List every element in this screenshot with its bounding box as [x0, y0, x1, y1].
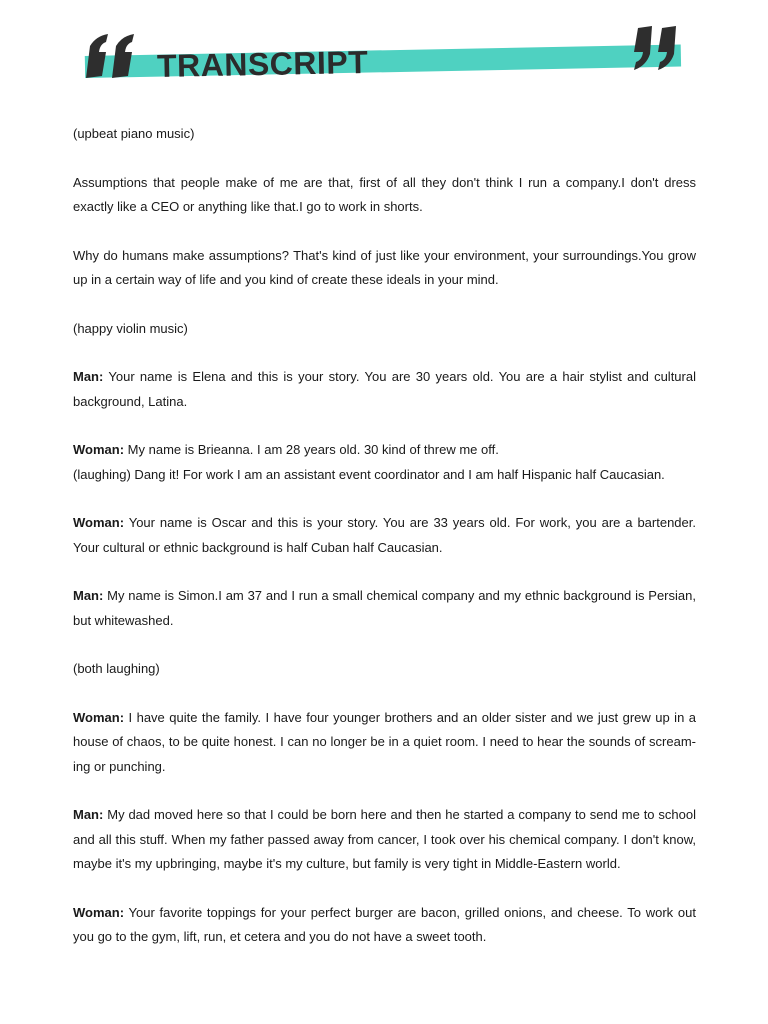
transcript-paragraph	[73, 244, 696, 293]
paragraph-text: Assumptions that people make of me are that, first of all they don't think I run a company.I don't dress exactly like a CEO or anything like that.I go to work in shorts.	[73, 174, 696, 214]
paragraph-text: Your name is Oscar and this is your story. You are 33 years old. For work, you are a bartender. Your cultural or ethnic background is half Cuban half Caucasian.	[73, 515, 696, 555]
transcript-paragraph	[73, 584, 696, 633]
speaker-label: Woman:	[73, 709, 125, 725]
open-quote-icon	[82, 28, 140, 84]
paragraph-text: Your favorite toppings for your perfect burger are bacon, grilled onions, and cheese. To work out you go to the gym, lift, run, et cetera and you do not have a sweet tooth.	[73, 904, 696, 944]
paragraph-text: Your name is Elena and this is your story. You are 30 years old. You are a hair stylist and cultural background, Latina.	[73, 369, 696, 409]
speaker-label: Woman:	[73, 904, 125, 920]
paragraph-text: My name is Brieanna. I am 28 years old. 30 kind of threw me off.	[127, 442, 499, 457]
transcript-body	[73, 122, 696, 974]
speaker-label: Man:	[73, 369, 104, 384]
transcript-paragraph	[73, 511, 696, 560]
transcript-paragraph	[73, 171, 696, 220]
speaker-label: Man:	[73, 588, 104, 603]
transcript-paragraph	[73, 706, 696, 780]
paragraph-text: My name is Simon.I am 37 and I run a small chemical company and my ethnic background is Persian, but whitewashed.	[73, 588, 696, 628]
close-quote-icon	[626, 20, 684, 80]
transcript-paragraph	[73, 122, 696, 147]
transcript-paragraph	[73, 803, 696, 877]
paragraph-text: My dad moved here so that I could be born here and then he started a company to send me to school and all this stuff. When my father passed away from cancer, I took over his chemical company. I don't know, maybe it's my upbringing, maybe it's my culture, but family is very tight in Middle-Eastern world.	[73, 807, 696, 871]
speaker-label: Man:	[73, 807, 104, 822]
page-title: TRANSCRIPT	[156, 43, 369, 84]
paragraph-text: I have quite the family. I have four younger brothers and an older sister and we just grew up in a house of chaos, to be quite honest. I can no longer be in a quiet room. I need to hear the sounds of scream-ing or punching.	[73, 709, 696, 774]
paragraph-text: (both laughing)	[73, 661, 160, 676]
paragraph-text: (upbeat piano music)	[73, 126, 195, 141]
transcript-paragraph	[73, 438, 696, 487]
speaker-label: Woman:	[73, 442, 125, 457]
speaker-label: Woman:	[73, 515, 125, 530]
transcript-paragraph	[73, 365, 696, 414]
transcript-paragraph	[73, 317, 696, 342]
paragraph-text: (happy violin music)	[73, 320, 188, 336]
transcript-header	[0, 0, 768, 110]
paragraph-text: Why do humans make assumptions? That's kind of just like your environment, your surroundings.You grow up in a certain way of life and you kind of create these ideals in your mind.	[73, 247, 696, 287]
transcript-paragraph	[73, 657, 696, 682]
paragraph-text-continued: (laughing) Dang it! For work I am an assistant event coordinator and I am half Hispanic half Caucasian.	[73, 466, 665, 482]
transcript-paragraph	[73, 901, 696, 950]
